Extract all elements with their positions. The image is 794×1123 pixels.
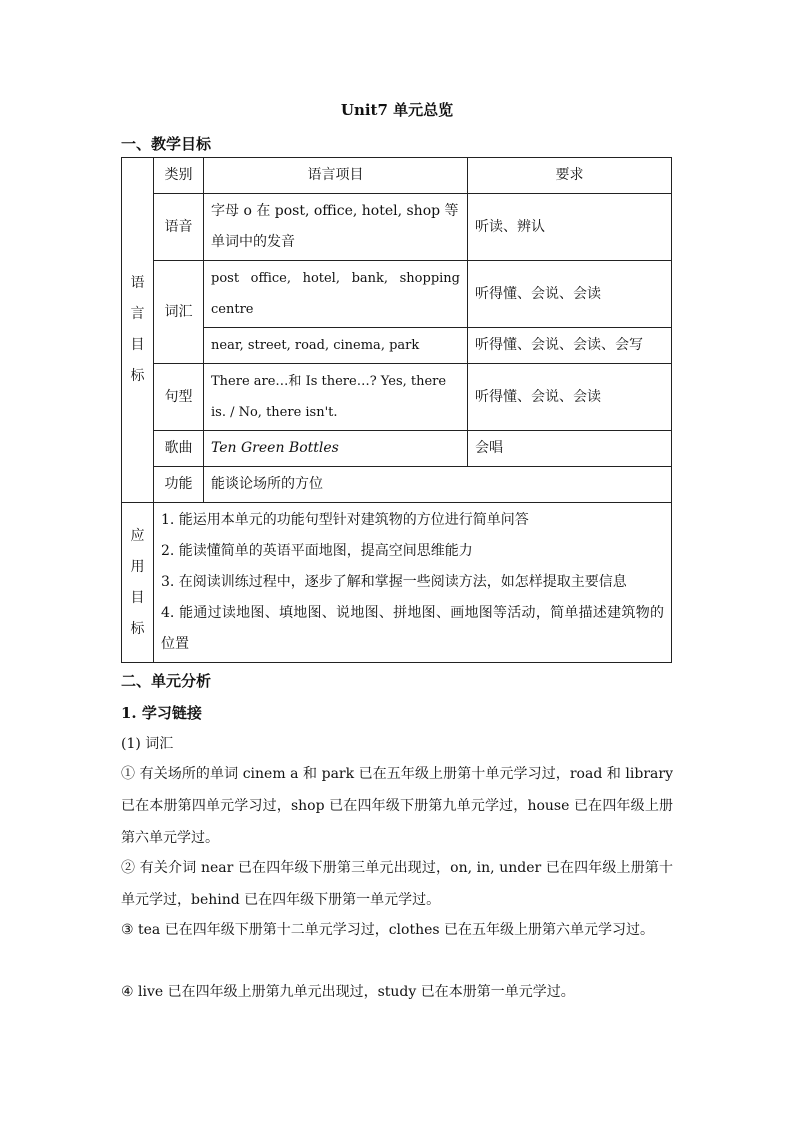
row-category: 句型	[154, 364, 204, 431]
row-requirement: 听得懂、会说、会读、会写	[468, 328, 672, 364]
row-item: near, street, road, cinema, park	[204, 328, 468, 364]
row-item: There are…和 Is there…? Yes, there is. / No, there isn't.	[204, 364, 468, 431]
subheading-links: 1. 学习链接	[121, 704, 202, 722]
application-goal-label: 应 用 目 标	[122, 503, 154, 663]
table-row	[122, 467, 672, 503]
header-category: 类别	[154, 158, 204, 194]
table-row	[122, 194, 672, 261]
row-item: 能谈论场所的方位	[204, 467, 672, 503]
table-header-row	[122, 158, 672, 194]
header-item: 语言项目	[204, 158, 468, 194]
note-paragraph: ② 有关介词 near 已在四年级下册第三单元出现过，on, in, under 已在四年级上册第十单元学过，behind 已在四年级下册第一单元学过。	[121, 860, 673, 908]
note-paragraph: ① 有关场所的单词 cinem a 和 park 已在五年级上册第十单元学习过，road 和 library 已在本册第四单元学习过，shop 已在四年级下册第九单元学过，house 已在四年级上册第六单元学过。	[121, 766, 673, 846]
note-paragraph: ④ live 已在四年级上册第九单元出现过，study 已在本册第一单元学过。	[121, 984, 575, 1000]
row-requirement: 听读、辨认	[468, 194, 672, 261]
list-item: 1. 能运用本单元的功能句型针对建筑物的方位进行简单问答	[161, 512, 529, 528]
header-requirement: 要求	[468, 158, 672, 194]
row-requirement: 听得懂、会说、会读	[468, 364, 672, 431]
list-item: 2. 能读懂简单的英语平面地图，提高空间思维能力	[161, 543, 473, 559]
row-item: post office, hotel, bank, shopping centre	[204, 261, 468, 328]
row-category: 歌曲	[154, 431, 204, 467]
row-item: Ten Green Bottles	[204, 431, 468, 467]
page-title: Unit7 单元总览	[340, 101, 454, 119]
list-item: 3. 在阅读训练过程中，逐步了解和掌握一些阅读方法，如怎样提取主要信息	[161, 574, 627, 590]
subheading-vocab: (1) 词汇	[121, 736, 174, 752]
section-heading-goals: 一、教学目标	[121, 135, 212, 153]
table-row	[122, 328, 672, 364]
list-item: 4. 能通过读地图、填地图、说地图、拼地图、画地图等活动，简单描述建筑物的位置	[161, 605, 664, 652]
row-requirement: 会唱	[468, 431, 672, 467]
teaching-goals-table	[121, 157, 672, 663]
row-category: 功能	[154, 467, 204, 503]
section-heading-analysis: 二、单元分析	[121, 672, 212, 690]
row-item: 字母 o 在 post, office, hotel, shop 等单词中的发音	[204, 194, 468, 261]
table-row	[122, 431, 672, 467]
row-requirement: 听得懂、会说、会读	[468, 261, 672, 328]
language-goal-label: 语 言 目 标	[122, 158, 154, 503]
table-row	[122, 364, 672, 431]
application-goals-list	[154, 503, 672, 663]
application-goal-row	[122, 503, 672, 663]
row-category: 语音	[154, 194, 204, 261]
table-row	[122, 261, 672, 328]
note-paragraph: ③ tea 已在四年级下册第十二单元学习过，clothes 已在五年级上册第六单元学习过。	[121, 922, 655, 938]
row-category: 词汇	[154, 261, 204, 364]
